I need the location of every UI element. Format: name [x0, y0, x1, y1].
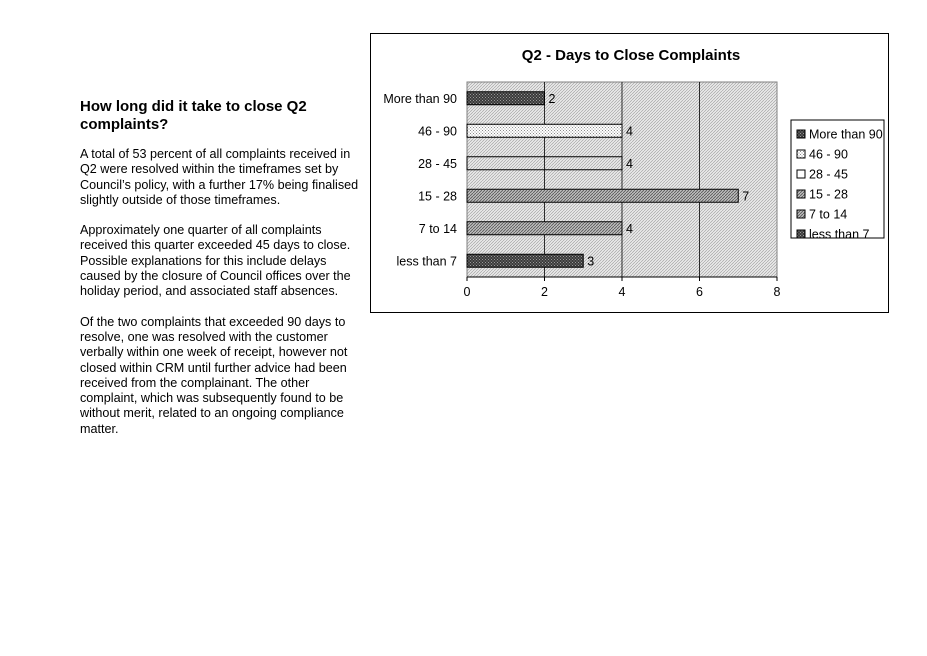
category-label-more-than-90: More than 90 — [383, 91, 457, 106]
x-tick-label-2: 2 — [541, 285, 548, 299]
legend-label-7-to-14: 7 to 14 — [809, 207, 848, 222]
legend-swatch-46-90 — [797, 150, 805, 158]
x-tick-label-8: 8 — [773, 285, 781, 299]
category-label-28-45: 28 - 45 — [418, 156, 457, 171]
paragraph-exceeded-90: Of the two complaints that exceeded 90 days to resolve, one was resolved with the customer verbally within one week of receipt, however not closed within CRM until further advice had been received from the complainant. The other complaint, which was subsequently found to be without merit, related to an ongoing compliance matter. — [80, 314, 348, 436]
bar-7-to-14 — [467, 222, 622, 235]
legend-label-more-than-90: More than 90 — [809, 127, 883, 142]
data-label-less-than-7: 3 — [587, 254, 595, 269]
data-label-28-45: 4 — [626, 156, 633, 171]
chart-title: Q2 - Days to Close Complaints — [521, 47, 741, 64]
legend-swatch-more-than-90 — [797, 130, 805, 138]
category-label-less-than-7: less than 7 — [396, 254, 457, 269]
x-tick-label-6: 6 — [696, 285, 703, 299]
paragraph-delays: Approximately one quarter of all complaints received this quarter exceeded 45 days to close. Possible explanations for this include delays caused by the closure of Council offices over the holiday period, and associated staff absences. — [80, 223, 351, 299]
data-label-more-than-90: 2 — [548, 91, 556, 106]
category-label-7-to-14: 7 to 14 — [418, 221, 457, 236]
legend-label-15-28: 15 - 28 — [809, 187, 848, 202]
legend-label-46-90: 46 - 90 — [809, 147, 848, 162]
chart-svg — [371, 34, 890, 314]
chart-frame — [370, 33, 889, 313]
legend-label-less-than-7: less than 7 — [809, 227, 870, 242]
section-heading: How long did it take to close Q2 complaints? — [80, 98, 307, 133]
data-label-46-90: 4 — [626, 124, 633, 139]
x-tick-label-0: 0 — [463, 285, 471, 299]
bar-46-90 — [467, 124, 622, 137]
chart-legend — [791, 120, 884, 242]
legend-swatch-15-28 — [797, 190, 805, 198]
category-label-46-90: 46 - 90 — [418, 124, 457, 139]
legend-swatch-7-to-14 — [797, 210, 805, 218]
paragraph-timeframes: A total of 53 percent of all complaints received in Q2 were resolved within the timeframes set by Council’s policy, with a further 17% being finalised slightly outside of those timeframes. — [80, 147, 359, 207]
bar-less-than-7 — [467, 254, 583, 267]
text-column — [80, 98, 370, 452]
category-label-15-28: 15 - 28 — [418, 189, 457, 204]
x-tick-label-4: 4 — [618, 285, 626, 299]
data-label-15-28: 7 — [742, 189, 750, 204]
legend-label-28-45: 28 - 45 — [809, 167, 848, 182]
plot-area — [383, 82, 780, 299]
bar-15-28 — [467, 189, 738, 202]
legend-swatch-less-than-7 — [797, 230, 805, 238]
bar-more-than-90 — [467, 92, 545, 105]
data-label-7-to-14: 4 — [626, 221, 633, 236]
